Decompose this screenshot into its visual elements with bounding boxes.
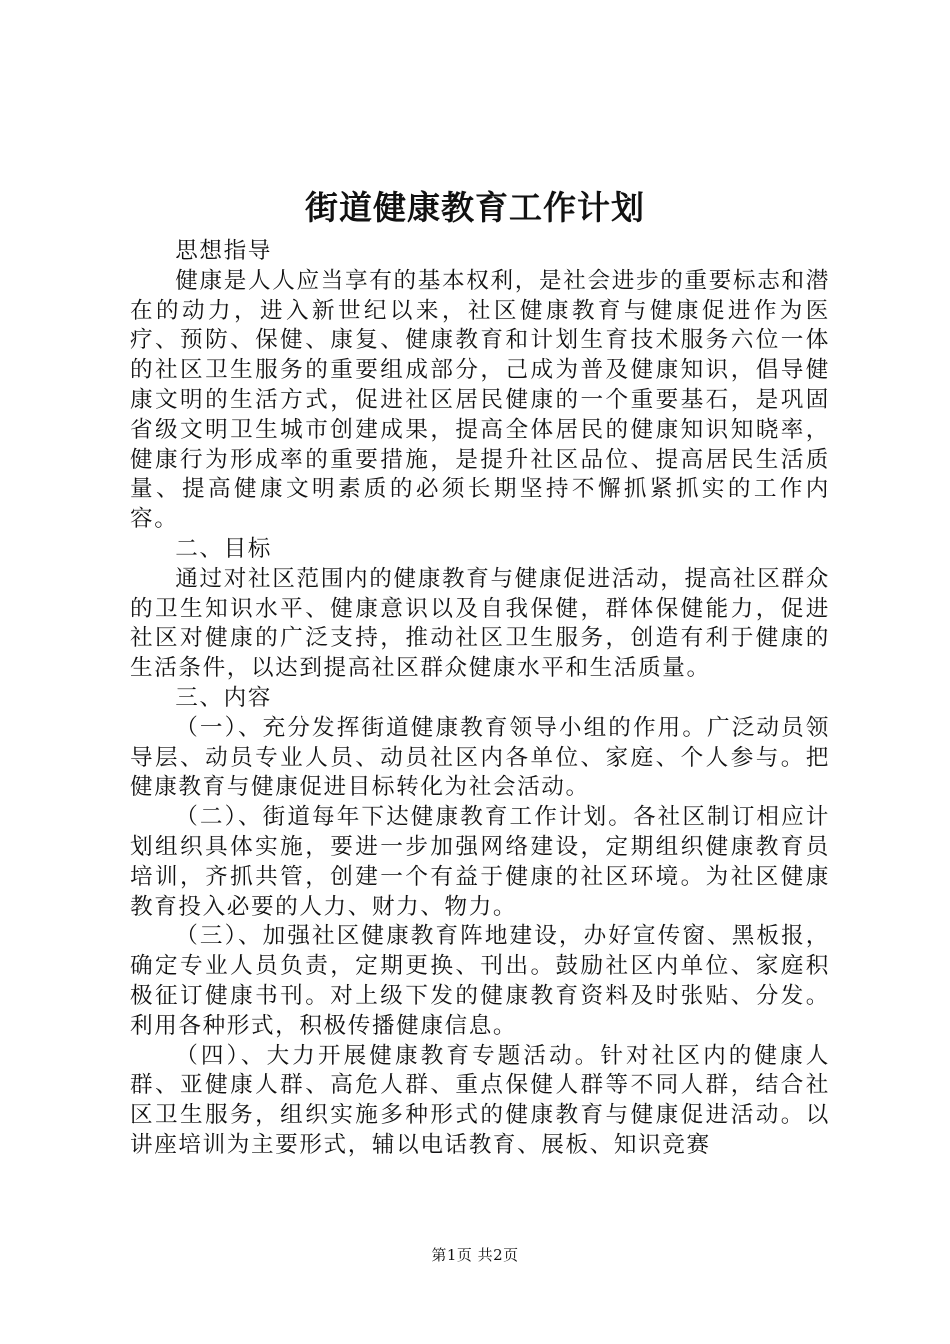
page-number-footer: 第1页 共2页 [431, 1246, 519, 1264]
section-heading-content: 三、内容 [175, 684, 272, 711]
paragraph-content-item-3: （三）、加强社区健康教育阵地建设，办好宣传窗、黑板报，确定专业人员负责，定期更换、刊出。鼓励社区内单位、家庭积极征订健康书刊。对上级下发的健康教育资料及时张贴、分发。利用各种形式，积极传播健康信息。 [130, 923, 830, 1039]
paragraph-goals: 通过对社区范围内的健康教育与健康促进活动，提高社区群众的卫生知识水平、健康意识以及自我保健，群体保健能力，促进社区对健康的广泛支持，推动社区卫生服务，创造有利于健康的生活条件，以达到提高社区群众健康水平和生活质量。 [130, 565, 830, 682]
section-heading-goals: 二、目标 [175, 535, 272, 562]
paragraph-health-rights: 健康是人人应当享有的基本权利，是社会进步的重要标志和潜在的动力，进入新世纪以来，社区健康教育与健康促进作为医疗、预防、保健、康复、健康教育和计划生育技术服务六位一体的社区卫生服务的重要组成部分，己成为普及健康知识，倡导健康文明的生活方式，促进社区居民健康的一个重要基石，是巩固省级文明卫生城市创建成果，提高全体居民的健康知识知晓率，健康行为形成率的重要措施，是提升社区品位、提高居民生活质量、提高健康文明素质的必须长期坚持不懈抓紧抓实的工作内容。 [130, 267, 830, 533]
paragraph-content-item-4: （四）、大力开展健康教育专题活动。针对社区内的健康人群、亚健康人群、高危人群、重点保健人群等不同人群，结合社区卫生服务，组织实施多种形式的健康教育与健康促进活动。以讲座培训为主要形式，辅以电话教育、展板、知识竞赛 [130, 1042, 830, 1158]
document-title: 街道健康教育工作计划 [305, 188, 645, 227]
paragraph-content-item-2: （二）、街道每年下达健康教育工作计划。各社区制订相应计划组织具体实施，要进一步加强网络建设，定期组织健康教育员培训，齐抓共管，创建一个有益于健康的社区环境。为社区健康教育投入必要的人力、财力、物力。 [130, 804, 830, 920]
document-body [130, 237, 830, 1161]
paragraph-content-item-1: （一）、充分发挥街道健康教育领导小组的作用。广泛动员领导层、动员专业人员、动员社区内各单位、家庭、个人参与。把健康教育与健康促进目标转化为社会活动。 [130, 714, 830, 801]
section-heading-guiding-thought: 思想指导 [175, 238, 272, 264]
